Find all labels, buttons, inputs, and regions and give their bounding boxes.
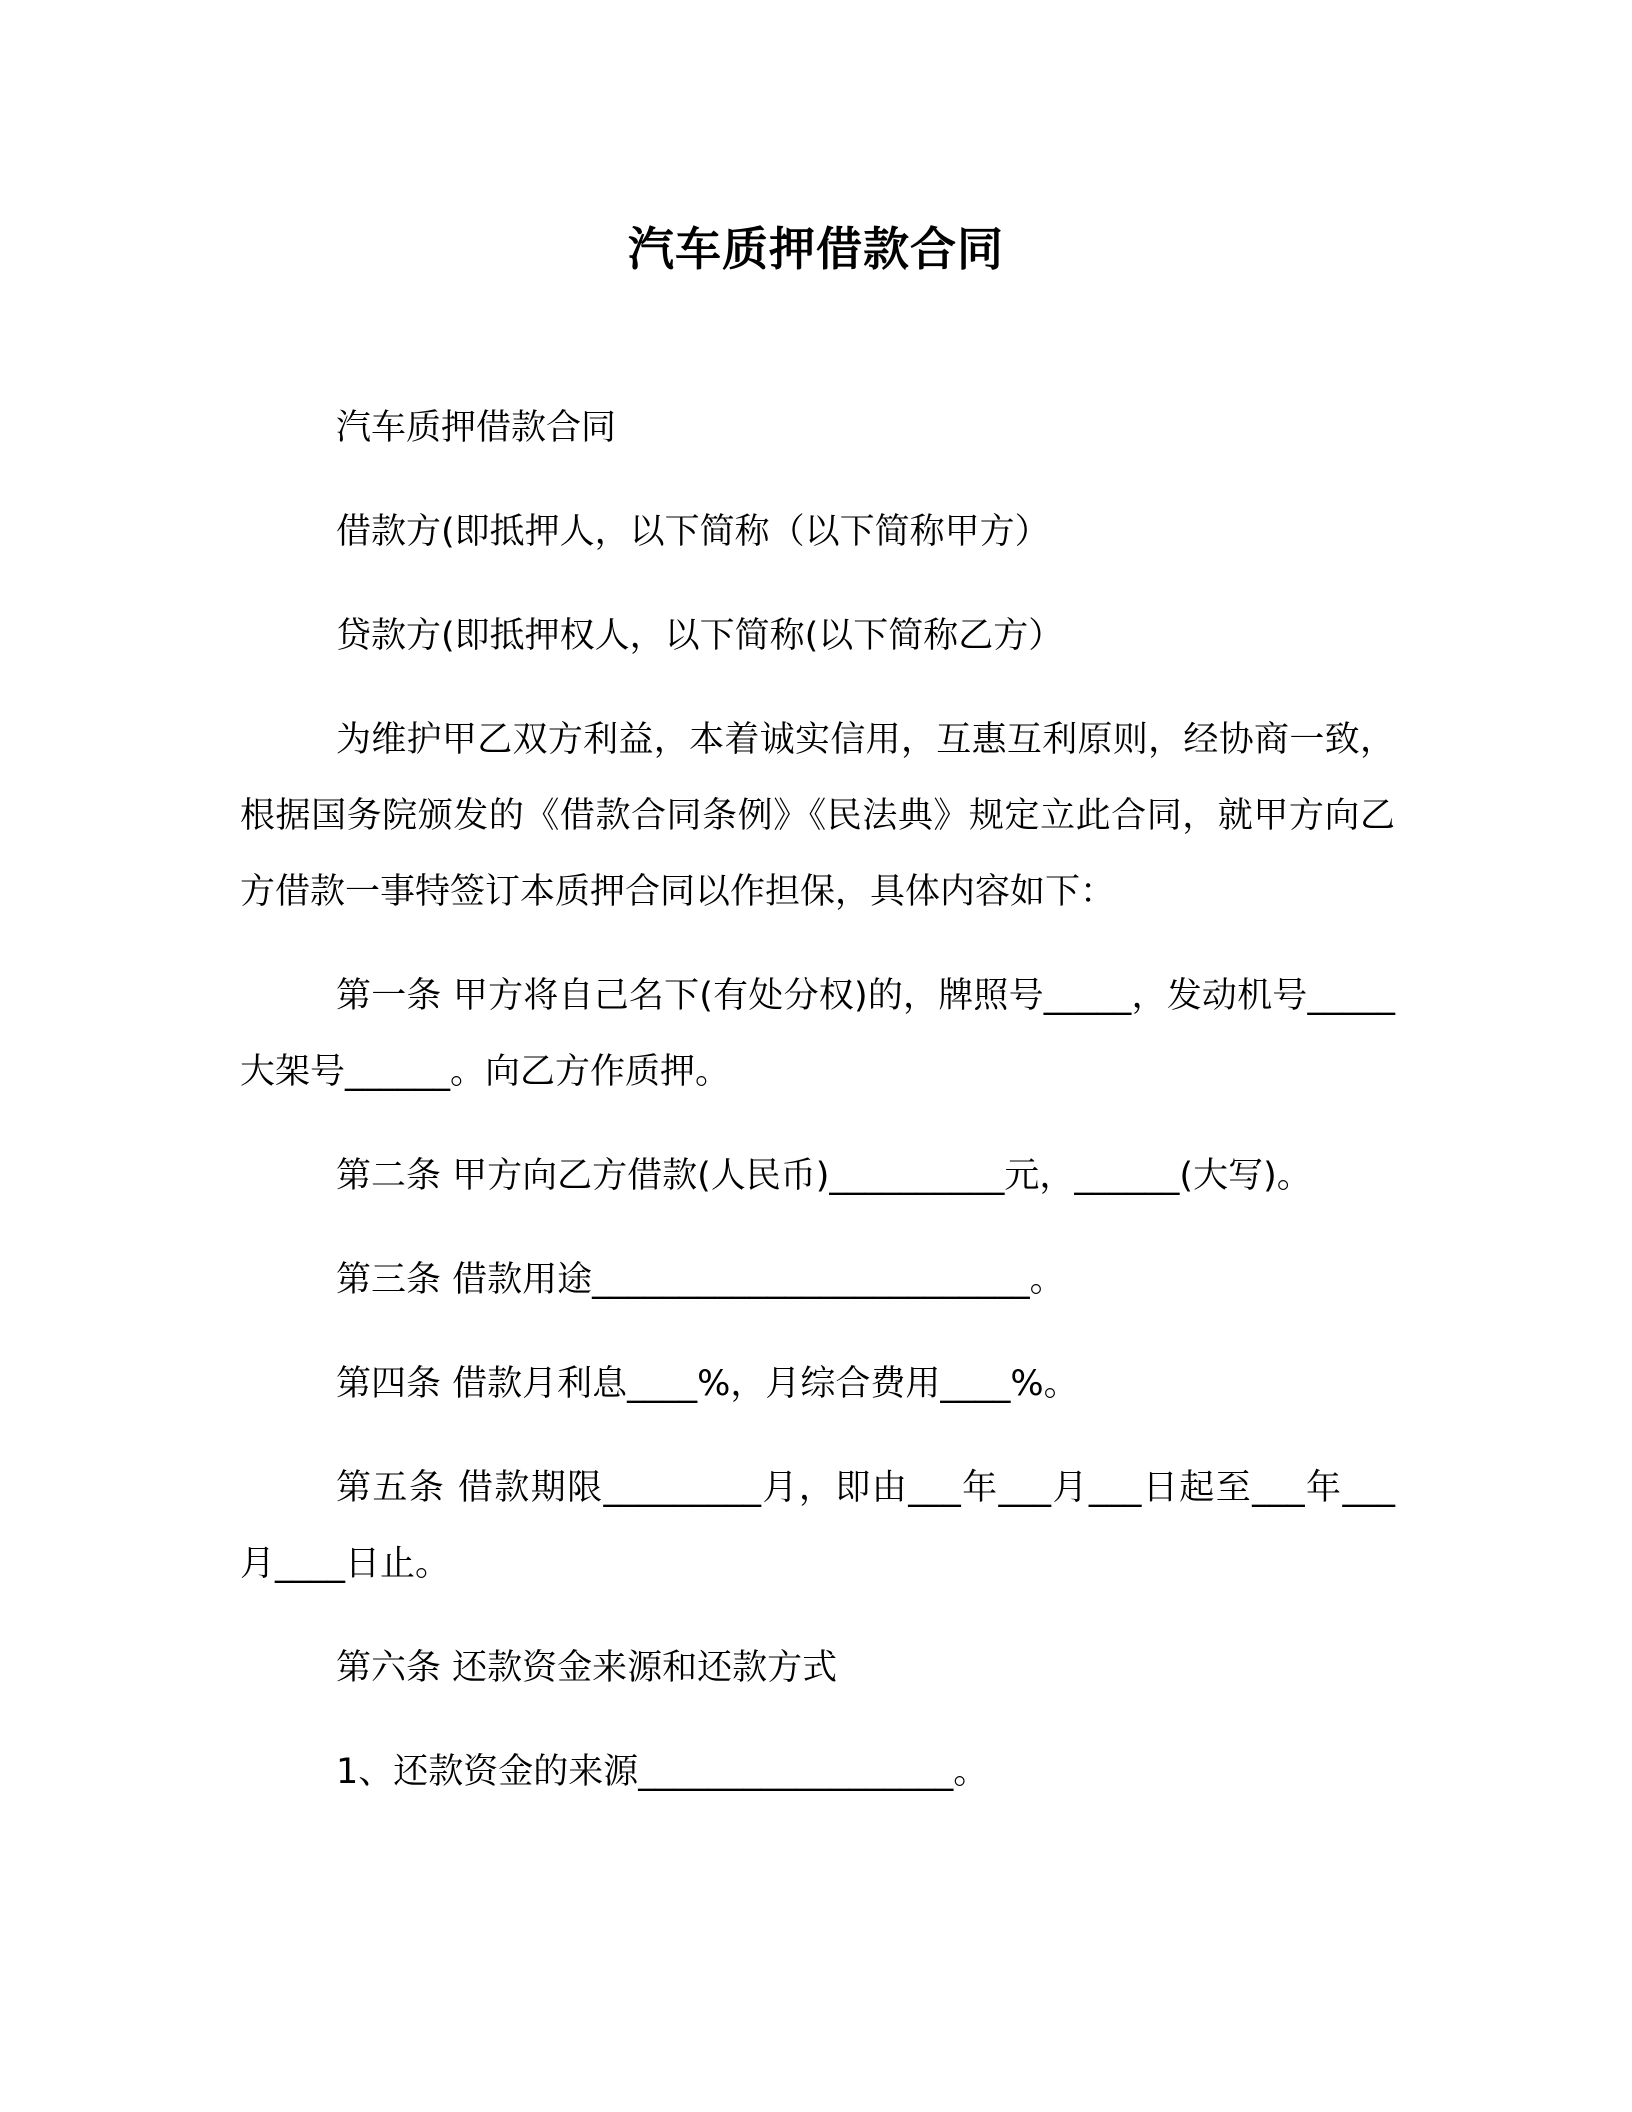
paragraph-article-1: 第一条 甲方将自己名下(有处分权)的，牌照号_____，发动机号_____大架号______。向乙方作质押。 (240, 976, 1395, 1092)
paragraph-borrower: 借款方(即抵押人，以下简称（以下简称甲方） (336, 512, 1050, 552)
paragraph-article-3: 第三条 借款用途_________________________。 (336, 1260, 1065, 1300)
document-title: 汽车质押借款合同 (628, 222, 1004, 276)
document-body (240, 390, 1395, 1838)
paragraph-subtitle: 汽车质押借款合同 (336, 408, 617, 448)
paragraph-article-6-item-1: 1、还款资金的来源__________________。 (336, 1752, 989, 1792)
paragraph-preamble: 为维护甲乙双方利益，本着诚实信用，互惠互利原则，经协商一致，根据国务院颁发的《借款合同条例》《民法典》规定立此合同，就甲方向乙方借款一事特签订本质押合同以作担保，具体内容如下： (240, 720, 1395, 912)
paragraph-article-2: 第二条 甲方向乙方借款(人民币)__________元，______(大写)。 (336, 1156, 1312, 1196)
paragraph-article-6: 第六条 还款资金来源和还款方式 (336, 1648, 838, 1688)
paragraph-article-5: 第五条 借款期限_________月，即由___年___月___日起至___年___月____日止。 (240, 1468, 1395, 1584)
paragraph-article-4: 第四条 借款月利息____%，月综合费用____%。 (336, 1364, 1079, 1404)
paragraph-lender: 贷款方(即抵押权人，以下简称(以下简称乙方） (336, 616, 1064, 656)
